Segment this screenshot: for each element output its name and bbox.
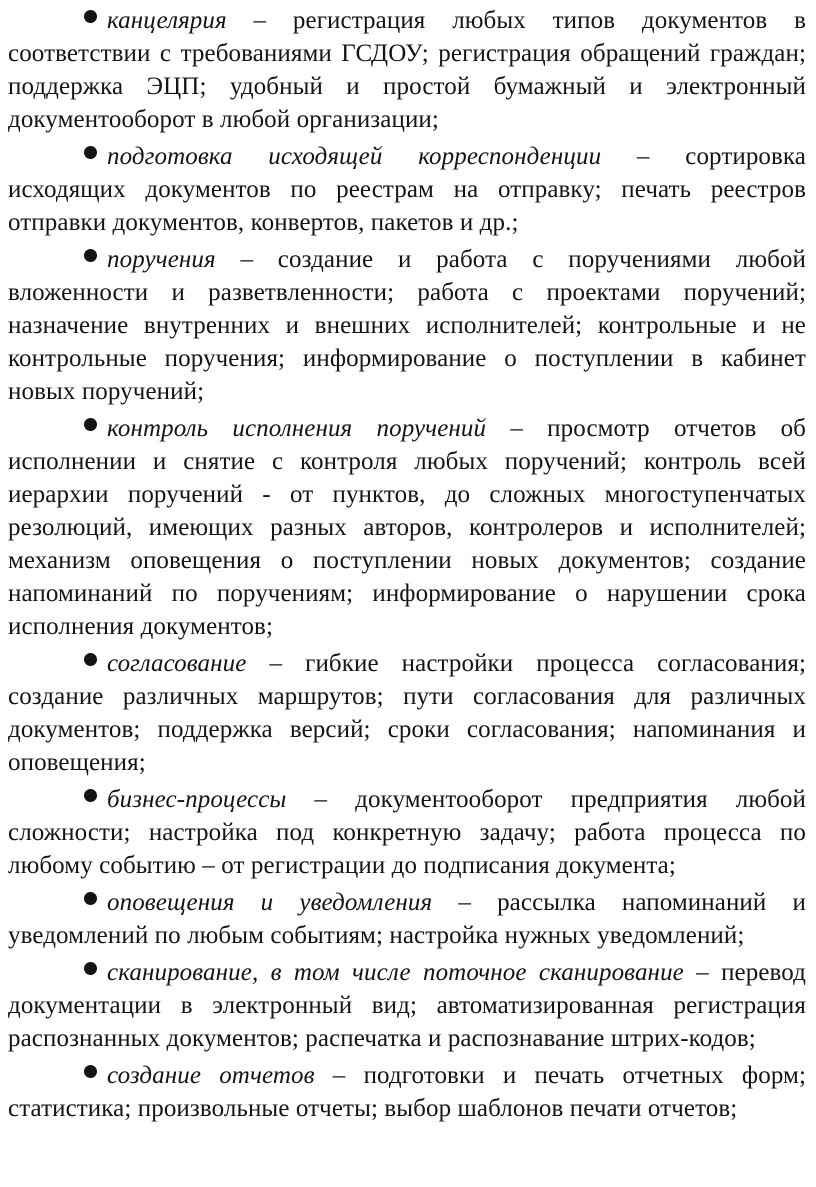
item-term: бизнес-процессы	[107, 786, 287, 813]
bullet-icon	[84, 249, 97, 262]
bullet-icon	[84, 962, 97, 975]
bullet-icon	[84, 653, 97, 666]
bullet-icon	[84, 146, 97, 159]
item-term: создание отчетов	[107, 1062, 315, 1089]
bullet-icon	[84, 892, 97, 905]
list-item	[8, 0, 806, 136]
item-text: – документооборот предприятия любой сложности; настройка под конкретную задачу; работа процесса по любому событию – от регистрации до подписания документа;	[8, 786, 806, 879]
list-item	[8, 1055, 806, 1125]
item-term: контроль исполнения поручений	[107, 415, 487, 442]
item-text: – регистрация любых типов документов в соответствии с требованиями ГСДОУ; регистрация обращений граждан; поддержка ЭЦП; удобный и простой бумажный и электронный документооборот в любой организации;	[8, 7, 806, 133]
bullet-icon	[84, 10, 97, 23]
item-text: – перевод документации в электронный вид; автоматизированная регистрация распознанных документов; распечатка и распознавание штрих-кодов;	[8, 959, 806, 1052]
item-text: – подготовки и печать отчетных форм; статистика; произвольные отчеты; выбор шаблонов печати отчетов;	[8, 1062, 807, 1122]
list-item	[8, 952, 806, 1055]
item-term: подготовка исходящей корреспонденции	[107, 143, 602, 170]
bullet-icon	[84, 1065, 97, 1078]
item-term: поручения	[107, 246, 216, 273]
item-term: согласование	[107, 650, 247, 677]
list-item	[8, 643, 806, 779]
item-text: – рассылка напоминаний и уведомлений по любым событиям; настройка нужных уведомлений;	[8, 889, 806, 949]
bullet-icon	[84, 789, 97, 802]
item-text: – просмотр отчетов об исполнении и снятие с контроля любых поручений; контроль всей иерархии поручений - от пунктов, до сложных многоступенчатых резолюций, имеющих разных авторов, контролеров и исполнителей; механизм оповещения о поступлении новых документов; создание напоминаний по поручениям; информирование о нарушении срока исполнения документов;	[8, 415, 806, 640]
list-item	[8, 882, 806, 952]
list-item	[8, 408, 806, 643]
list-item	[8, 239, 806, 408]
item-term: сканирование, в том числе поточное сканирование	[107, 959, 684, 986]
list-item	[8, 779, 806, 882]
item-text: – создание и работа с поручениями любой вложенности и разветвленности; работа с проектами поручений; назначение внутренних и внешних исполнителей; контрольные и не контрольные поручения; информирование о поступлении в кабинет новых поручений;	[8, 246, 806, 405]
document-page	[8, 0, 806, 1125]
item-text: – гибкие настройки процесса согласования; создание различных маршрутов; пути согласования для различных документов; поддержка версий; сроки согласования; напоминания и оповещения;	[8, 650, 806, 776]
item-text: – сортировка исходящих документов по реестрам на отправку; печать реестров отправки документов, конвертов, пакетов и др.;	[8, 143, 806, 236]
item-term: канцелярия	[107, 7, 227, 34]
item-term: оповещения и уведомления	[107, 889, 433, 916]
list-item	[8, 136, 806, 239]
bullet-icon	[84, 418, 97, 431]
